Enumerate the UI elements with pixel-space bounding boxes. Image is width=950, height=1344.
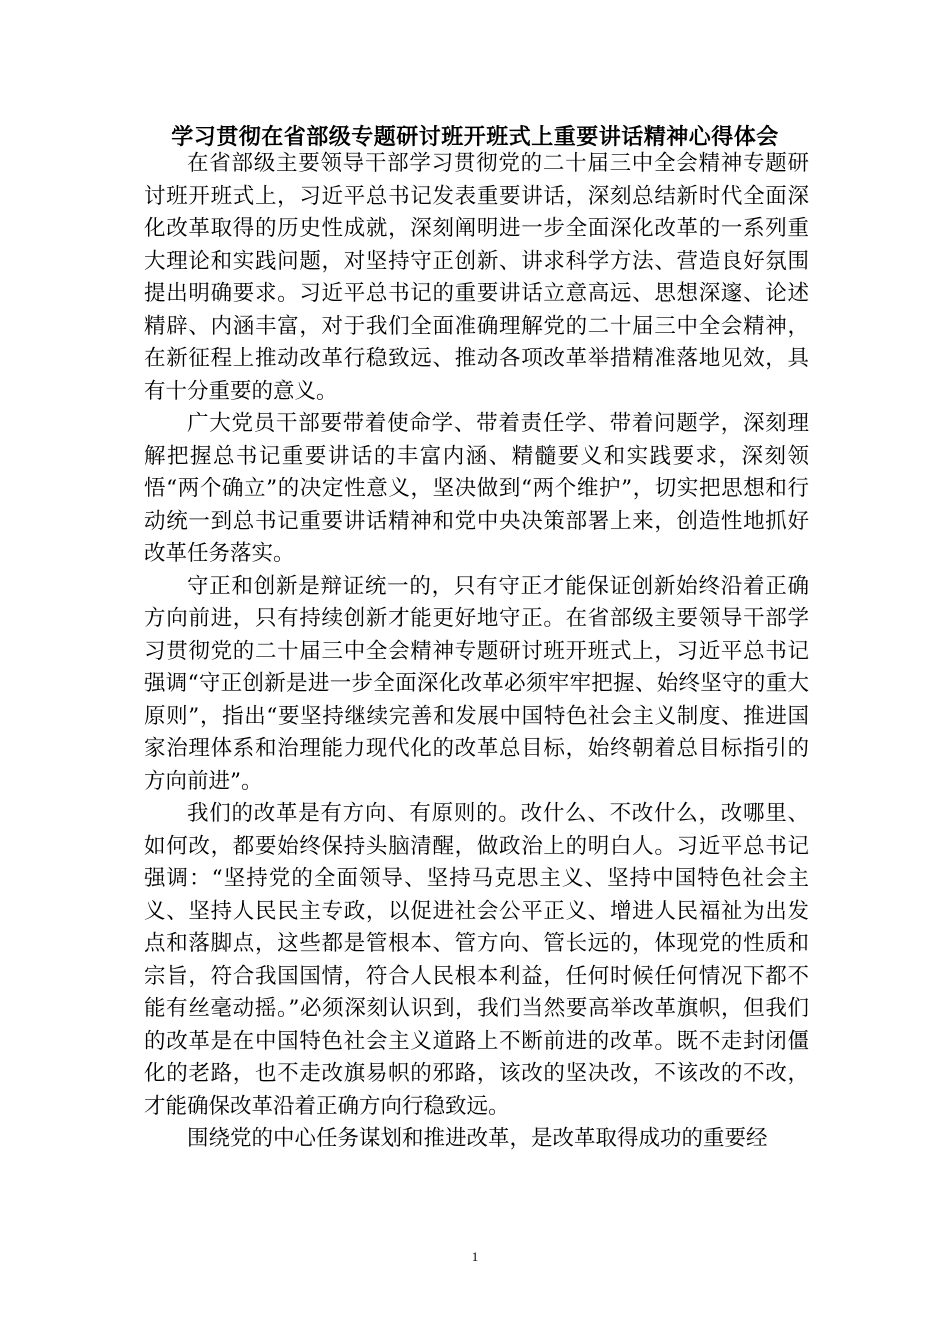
paragraph-1: 在省部级主要领导干部学习贯彻党的二十届三中全会精神专题研讨班开班式上，习近平总书记发表重要讲话，深刻总结新时代全面深化改革取得的历史性成就，深刻阐明进一步全面深化改革的一系列重大理论和实践问题，对坚持守正创新、讲求科学方法、营造良好氛围提出明确要求。习近平总书记的重要讲话立意高远、思想深邃、论述精辟、内涵丰富，对于我们全面准确理解党的二十届三中全会精神，在新征程上推动改革行稳致远、推动各项改革举措精准落地见效，具有十分重要的意义。 [144, 151, 809, 404]
paragraph-4: 我们的改革是有方向、有原则的。改什么、不改什么，改哪里、如何改，都要始终保持头脑清醒，做政治上的明白人。习近平总书记强调：“坚持党的全面领导、坚持马克思主义、坚持中国特色社会主义、坚持人民民主专政，以促进社会公平正义、增进人民福祉为出发点和落脚点，这些都是管根本、管方向、管长远的，体现党的性质和宗旨，符合我国国情，符合人民根本利益，任何时候任何情况下都不能有丝毫动摇。”必须深刻认识到，我们当然要高举改革旗帜，但我们的改革是在中国特色社会主义道路上不断前进的改革。既不走封闭僵化的老路，也不走改旗易帜的邪路，该改的坚决改，不该改的不改，才能确保改革沿着正确方向行稳致远。 [144, 801, 809, 1119]
paragraph-2: 广大党员干部要带着使命学、带着责任学、带着问题学，深刻理解把握总书记重要讲话的丰富内涵、精髓要义和实践要求，深刻领悟“两个确立”的决定性意义，坚决做到“两个维护”，切实把思想和行动统一到总书记重要讲话精神和党中央决策部署上来，创造性地抓好改革任务落实。 [144, 411, 809, 566]
page-number: 1 [471, 1249, 479, 1264]
paragraph-3: 守正和创新是辩证统一的，只有守正才能保证创新始终沿着正确方向前进，只有持续创新才能更好地守正。在省部级主要领导干部学习贯彻党的二十届三中全会精神专题研讨班开班式上，习近平总书记强调“守正创新是进一步全面深化改革必须牢牢把握、始终坚守的重大原则”，指出“要坚持继续完善和发展中国特色社会主义制度、推进国家治理体系和治理能力现代化的改革总目标，始终朝着总目标指引的方向前进”。 [144, 573, 809, 794]
document-title: 学习贯彻在省部级专题研讨班开班式上重要讲话精神心得体会 [171, 125, 779, 150]
paragraph-5: 围绕党的中心任务谋划和推进改革，是改革取得成功的重要经 [187, 1126, 768, 1151]
document-body [144, 148, 809, 1156]
